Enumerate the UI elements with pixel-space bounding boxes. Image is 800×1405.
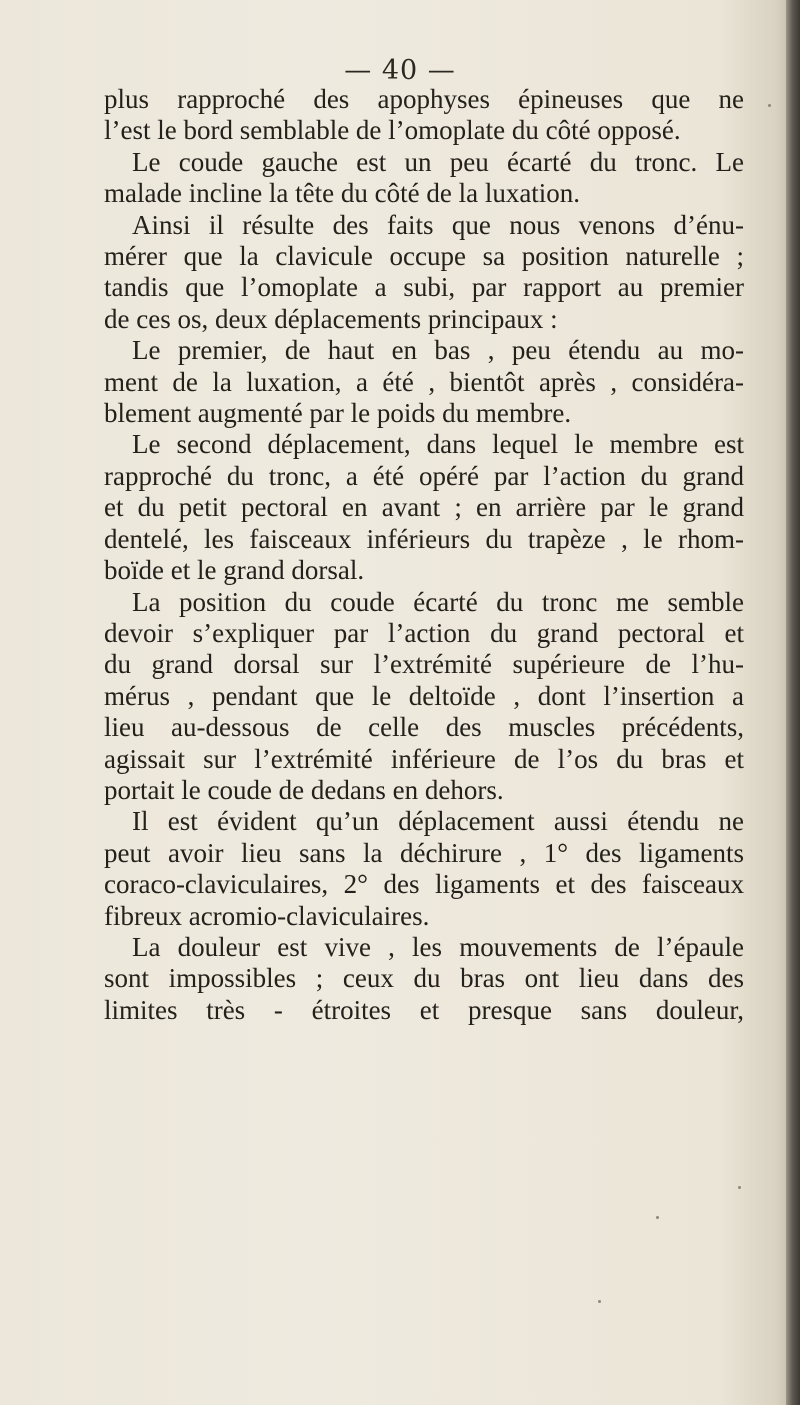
text-line: devoir s’expliquer par l’action du grand pectoral et <box>104 617 744 648</box>
text-line: dentelé, les faisceaux inférieurs du trapèze , le rhom- <box>104 523 744 554</box>
text-line: peut avoir lieu sans la déchirure , 1° des ligaments <box>104 837 744 868</box>
text-line: du grand dorsal sur l’extrémité supérieure de l’hu- <box>104 649 744 680</box>
text-line: Le second déplacement, dans lequel le membre est <box>132 429 744 460</box>
paper-speck <box>738 1186 741 1189</box>
text-line: l’est le bord semblable de l’omoplate du côté opposé. <box>104 115 681 146</box>
text-line: La douleur est vive , les mouvements de l’épaule <box>132 931 744 962</box>
text-line: Ainsi il résulte des faits que nous venons d’énu- <box>132 209 744 240</box>
text-line: portait le coude de dedans en dehors. <box>104 774 504 805</box>
text-line: tandis que l’omoplate a subi, par rapport au premier <box>104 272 744 303</box>
page-binding-edge <box>786 0 800 1405</box>
text-line: rapproché du tronc, a été opéré par l’action du grand <box>104 460 744 491</box>
text-line: Le premier, de haut en bas , peu étendu au mo- <box>132 335 744 366</box>
text-line: coraco-claviculaires, 2° des ligaments et des faisceaux <box>104 869 744 900</box>
text-line: Le coude gauche est un peu écarté du tronc. Le <box>132 146 744 177</box>
page-number-header: — 40 — <box>344 55 456 86</box>
text-line: La position du coude écarté du tronc me semble <box>132 586 744 617</box>
text-line: malade incline la tête du côté de la luxation. <box>104 178 581 209</box>
text-line: mérer que la clavicule occupe sa position naturelle ; <box>104 241 744 272</box>
text-line: fibreux acromio-claviculaires. <box>104 900 430 931</box>
text-line: sont impossibles ; ceux du bras ont lieu dans des <box>104 963 744 994</box>
text-line: mérus , pendant que le deltoïde , dont l’insertion a <box>104 680 744 711</box>
text-line: de ces os, deux déplacements principaux : <box>104 303 558 334</box>
text-line: plus rapproché des apophyses épineuses que ne <box>104 84 744 114</box>
text-line: agissait sur l’extrémité inférieure de l’os du bras et <box>104 743 744 774</box>
text-line: lieu au-dessous de celle des muscles précédents, <box>104 712 744 743</box>
text-line: et du petit pectoral en avant ; en arrière par le grand <box>104 492 744 523</box>
text-line: ment de la luxation, a été , bientôt après , considéra- <box>104 366 744 397</box>
paper-speck <box>768 104 771 107</box>
text-line: Il est évident qu’un déplacement aussi étendu ne <box>132 806 744 837</box>
paper-speck <box>656 1216 659 1219</box>
paper-speck <box>598 1300 601 1303</box>
text-line: boïde et le grand dorsal. <box>104 555 365 586</box>
text-line: blement augmenté par le poids du membre. <box>104 398 572 429</box>
text-line: limites très - étroites et presque sans douleur, <box>104 994 744 1025</box>
body-text <box>104 84 744 1026</box>
